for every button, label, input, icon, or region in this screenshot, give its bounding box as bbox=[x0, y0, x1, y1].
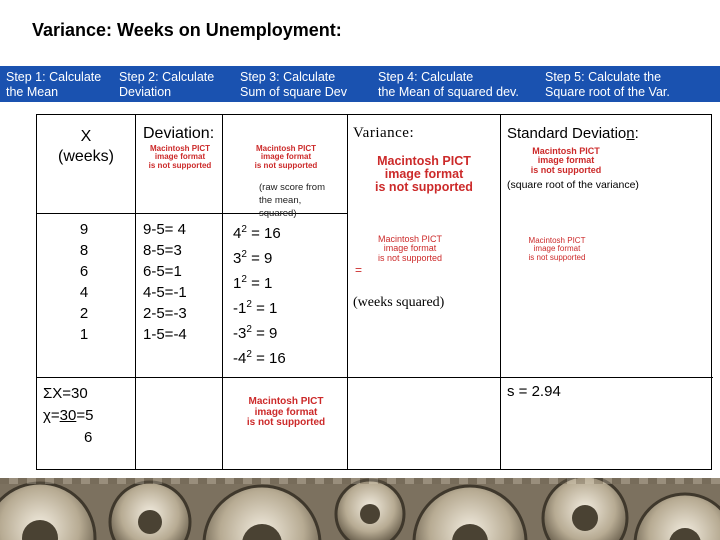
step-3-line2: Sum of square Dev bbox=[240, 85, 347, 99]
mean-numerator: 30 bbox=[59, 407, 77, 424]
deviation-value: 2-5=-3 bbox=[143, 305, 187, 322]
squared-value: $-3^2 = 9$ bbox=[233, 324, 278, 342]
x-value: 1 bbox=[79, 326, 89, 343]
x-value: 9 bbox=[79, 221, 89, 238]
x-value: 2 bbox=[79, 305, 89, 322]
mean-formula bbox=[43, 405, 93, 427]
squared-note: (raw score from the mean, squared) bbox=[259, 182, 325, 219]
pict-placeholder: Macintosh PICT image format is not supported bbox=[530, 146, 602, 175]
variance-table bbox=[36, 114, 712, 470]
step-2-line2: Deviation bbox=[119, 85, 172, 99]
deviation-values bbox=[143, 219, 187, 345]
step-5-line2: Square root of the Var. bbox=[545, 85, 670, 99]
pict-placeholder: Macintosh PICT image format is not supported bbox=[148, 144, 212, 170]
step-2-line1: Step 2: Calculate bbox=[119, 70, 215, 84]
mean-denominator: 6 bbox=[84, 429, 93, 446]
squared-value: $4^2 = 16$ bbox=[233, 224, 281, 242]
step-1-line1: Step 1: Calculate bbox=[6, 70, 102, 84]
row-divider bbox=[37, 377, 713, 378]
stddev-header: Standard Deviation: bbox=[507, 125, 639, 142]
step-2 bbox=[119, 70, 214, 100]
x-value: 8 bbox=[79, 242, 89, 259]
step-5 bbox=[545, 70, 670, 100]
steps-bar bbox=[0, 66, 720, 102]
x-header bbox=[37, 127, 135, 167]
gears-decoration bbox=[0, 478, 720, 540]
pict-placeholder: Macintosh PICT image format is not supported bbox=[377, 234, 443, 263]
equals-sign: = bbox=[355, 263, 363, 277]
variance-unit: (weeks squared) bbox=[353, 295, 445, 310]
deviation-header: Deviation: bbox=[143, 125, 215, 142]
pict-placeholder: Macintosh PICT image format is not supported bbox=[528, 236, 586, 262]
pict-placeholder: Macintosh PICT image format is not supported bbox=[254, 144, 318, 170]
step-1 bbox=[6, 70, 101, 100]
step-1-line2: the Mean bbox=[6, 85, 59, 99]
gears-icon bbox=[0, 478, 720, 540]
step-4-line1: Step 4: Calculate bbox=[378, 70, 474, 84]
variance-header: Variance: bbox=[353, 125, 415, 141]
x-unit: (weeks) bbox=[57, 148, 114, 165]
slide-title: Variance: Weeks on Unemployment: bbox=[32, 20, 342, 40]
x-values bbox=[37, 219, 131, 345]
x-summary bbox=[43, 383, 93, 449]
mean-rhs: =5 bbox=[76, 407, 94, 424]
pict-placeholder: Macintosh PICT image format is not supported bbox=[246, 396, 326, 428]
step-5-line1: Step 5: Calculate the bbox=[545, 70, 662, 84]
step-4-line2: the Mean of squared dev. bbox=[378, 85, 519, 99]
stddev-note: (square root of the variance) bbox=[507, 179, 639, 191]
stddev-result: s = 2.94 bbox=[507, 383, 561, 400]
deviation-value: 8-5=3 bbox=[143, 242, 182, 259]
deviation-value: 9-5= 4 bbox=[143, 221, 186, 238]
deviation-value: 4-5=-1 bbox=[143, 284, 187, 301]
x-value: 6 bbox=[79, 263, 89, 280]
deviation-value: 1-5=-4 bbox=[143, 326, 187, 343]
step-3-line1: Step 3: Calculate bbox=[240, 70, 336, 84]
sum-x: ΣΧ=30 bbox=[43, 385, 88, 402]
x-value: 4 bbox=[79, 284, 89, 301]
step-4 bbox=[378, 70, 519, 100]
squared-value: $-4^2 = 16$ bbox=[233, 349, 286, 367]
squared-value: $-1^2 = 1$ bbox=[233, 299, 278, 317]
squared-values bbox=[233, 219, 286, 369]
pict-placeholder: Macintosh PICT image format is not supported bbox=[375, 154, 473, 195]
column-divider bbox=[135, 115, 136, 469]
deviation-value: 6-5=1 bbox=[143, 263, 182, 280]
squared-value: $1^2 = 1$ bbox=[233, 274, 273, 292]
mean-lhs: χ= bbox=[43, 407, 60, 424]
step-3 bbox=[240, 70, 347, 100]
x-symbol: Χ bbox=[80, 128, 92, 145]
squared-value: $3^2 = 9$ bbox=[233, 249, 273, 267]
